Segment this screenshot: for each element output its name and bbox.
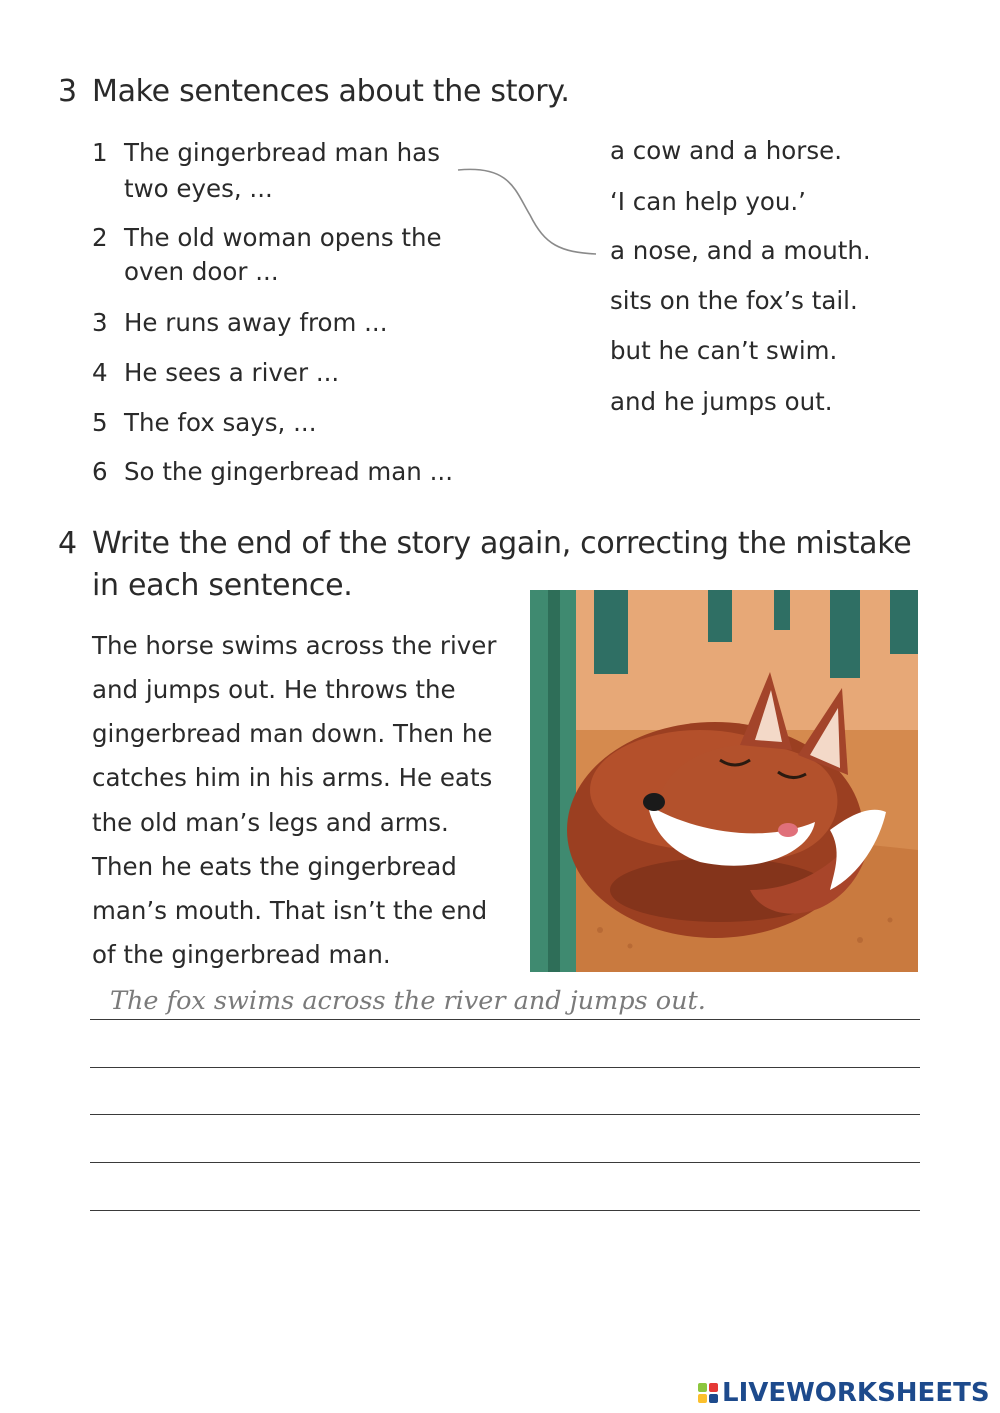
item-number: 1: [92, 138, 108, 167]
item-number: 5: [92, 408, 108, 437]
fox-illustration: [530, 590, 918, 972]
exercise-4-title-line: in each sentence.: [92, 568, 353, 603]
answer-line-2[interactable]: [90, 1114, 920, 1115]
ending-option-2: ‘I can help you.’: [610, 187, 806, 216]
story-line-3: gingerbread man down. Then he: [92, 719, 493, 748]
item-number: 3: [92, 308, 108, 337]
answer-line-4[interactable]: [90, 1210, 920, 1211]
exercise-3-title: Make sentences about the story.: [92, 74, 570, 109]
exercise-4-number: 4: [58, 526, 77, 561]
liveworksheets-logo: [698, 1378, 990, 1408]
story-line-8: of the gingerbread man.: [92, 940, 391, 969]
item-text-line: oven door ...: [124, 257, 279, 286]
exercise-4-title-line: Write the end of the story again, correcting the mistake: [92, 526, 912, 561]
answer-line-3[interactable]: [90, 1162, 920, 1163]
story-line-5: the old man’s legs and arms.: [92, 808, 449, 837]
item-text-line: two eyes, ...: [124, 174, 273, 203]
story-line-4: catches him in his arms. He eats: [92, 763, 493, 792]
exercise-3-number: 3: [58, 74, 77, 109]
ending-option-6: and he jumps out.: [610, 387, 833, 416]
answer-line-example: [90, 1019, 920, 1020]
story-line-1: The horse swims across the river: [92, 631, 497, 660]
item-number: 4: [92, 358, 108, 387]
item-text-line: So the gingerbread man ...: [124, 457, 453, 486]
story-line-2: and jumps out. He throws the: [92, 675, 456, 704]
item-text-line: The gingerbread man has: [124, 138, 440, 167]
story-line-6: Then he eats the gingerbread: [92, 852, 457, 881]
item-text-line: He runs away from ...: [124, 308, 388, 337]
item-number: 6: [92, 457, 108, 486]
example-answer: The fox swims across the river and jumps out.: [110, 986, 706, 1016]
liveworksheets-logo-icon: [698, 1383, 718, 1403]
liveworksheets-wordmark: LIVEWORKSHEETS: [722, 1378, 990, 1408]
exercise-3-heading: [0, 74, 1000, 114]
matching-connector-line: [440, 160, 600, 260]
item-text-line: He sees a river ...: [124, 358, 340, 387]
ending-option-3: a nose, and a mouth.: [610, 236, 871, 265]
answer-line-1[interactable]: [90, 1067, 920, 1068]
ending-option-5: but he can’t swim.: [610, 336, 838, 365]
item-text-line: The old woman opens the: [124, 223, 442, 252]
item-text-line: The fox says, ...: [124, 408, 317, 437]
story-line-7: man’s mouth. That isn’t the end: [92, 896, 488, 925]
ending-option-1: a cow and a horse.: [610, 136, 842, 165]
ending-option-4: sits on the fox’s tail.: [610, 286, 858, 315]
item-number: 2: [92, 223, 108, 252]
